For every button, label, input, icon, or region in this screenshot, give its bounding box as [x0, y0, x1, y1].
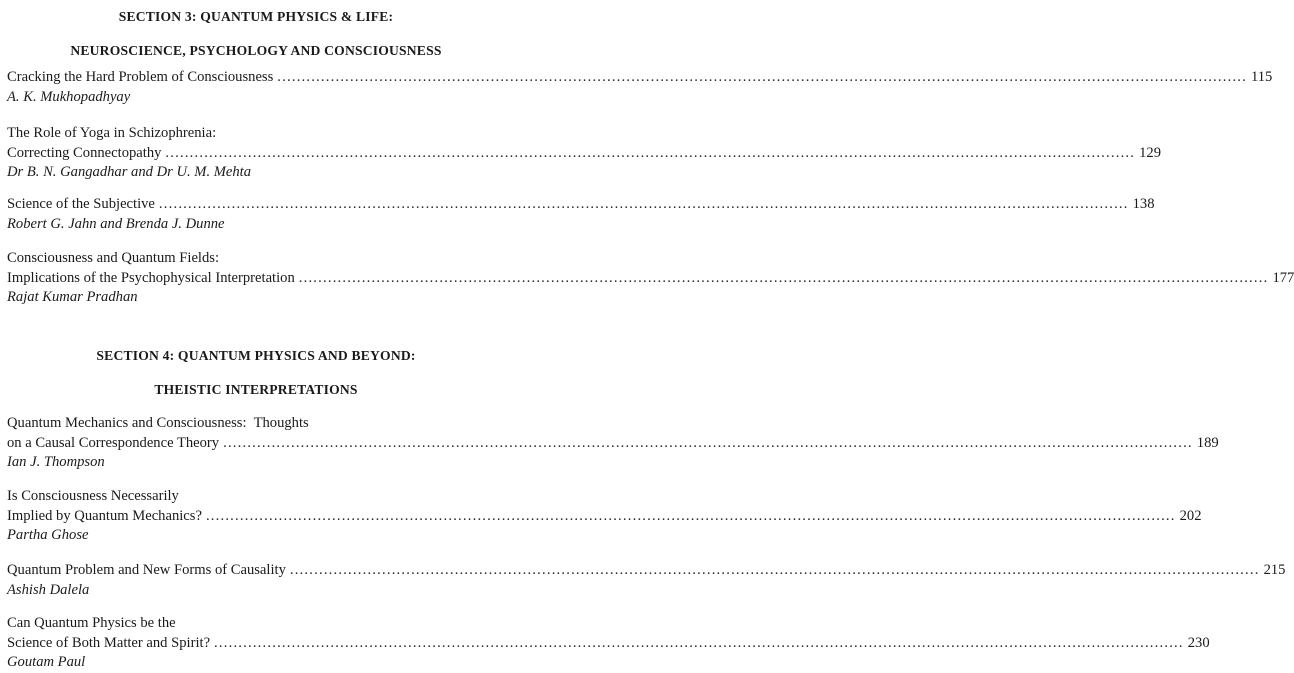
dot-leader: ........................................................................................................................................................................................................ — [289, 562, 1260, 578]
entry-title-line — [7, 68, 1273, 88]
entry-title-line — [7, 434, 1219, 454]
entry-title: Science of Both Matter and Spirit? — [7, 634, 211, 651]
entry-author: Dr B. N. Gangadhar and Dr U. M. Mehta — [7, 164, 252, 180]
section-3-title: SECTION 3: QUANTUM PHYSICS & LIFE: — [118, 9, 394, 24]
entry-title-line — [7, 414, 499, 434]
toc-entry[interactable] — [7, 195, 1155, 234]
entry-author: Robert G. Jahn and Brenda J. Dunne — [7, 215, 225, 232]
toc-entry[interactable] — [7, 561, 1286, 600]
entry-title: on a Causal Correspondence Theory — [7, 434, 220, 451]
entry-title-line — [7, 195, 1155, 215]
toc-entry[interactable] — [7, 614, 1210, 673]
entry-title-line — [7, 124, 499, 144]
entry-title: The Role of Yoga in Schizophrenia: — [7, 125, 217, 141]
page-number: 230 — [1187, 634, 1210, 651]
entry-author: Ashish Dalela — [7, 581, 90, 598]
entry-title-line — [7, 144, 1161, 164]
entry-title-line — [7, 249, 499, 269]
dot-leader: ........................................................................................................................................................................................................ — [158, 196, 1129, 212]
entry-title-line — [7, 487, 499, 507]
entry-author: A. K. Mukhopadhyay — [7, 88, 131, 105]
entry-title: Quantum Problem and New Forms of Causality — [7, 562, 286, 578]
toc-entry[interactable] — [7, 249, 1294, 308]
entry-title: Consciousness and Quantum Fields: — [7, 250, 220, 266]
entry-author: Goutam Paul — [7, 654, 86, 670]
entry-author: Partha Ghose — [7, 527, 89, 543]
entry-title: Is Consciousness Necessarily — [7, 488, 179, 504]
page-number: 138 — [1132, 196, 1155, 212]
section-4-heading — [0, 339, 512, 407]
entry-title: Implied by Quantum Mechanics? — [7, 507, 202, 524]
entry-title: Quantum Mechanics and Consciousness: Thoughts — [7, 415, 309, 431]
toc-entry[interactable] — [7, 68, 1273, 107]
page-number: 189 — [1196, 434, 1219, 451]
dot-leader: ........................................................................................................................................................................................................ — [205, 507, 1176, 524]
entry-title: Implications of the Psychophysical Interpretation — [7, 269, 295, 286]
entry-title: Correcting Connectopathy — [7, 144, 162, 161]
entry-title-line — [7, 507, 1202, 527]
page-number: 215 — [1263, 562, 1286, 578]
entry-title-line — [7, 634, 1210, 654]
toc-entry[interactable] — [7, 414, 1219, 473]
section-3-heading — [0, 0, 512, 68]
page-number: 177 — [1272, 269, 1294, 286]
entry-title-line — [7, 614, 499, 634]
entry-title: Cracking the Hard Problem of Consciousness — [7, 69, 274, 85]
toc-entry[interactable] — [7, 124, 1161, 183]
dot-leader: ........................................................................................................................................................................................................ — [165, 144, 1136, 161]
entry-author: Ian J. Thompson — [7, 454, 105, 470]
entry-title: Can Quantum Physics be the — [7, 615, 176, 631]
entry-author: Rajat Kumar Pradhan — [7, 289, 138, 305]
entry-title-line — [7, 561, 1286, 581]
entry-title-line — [7, 269, 1294, 289]
dot-leader: ........................................................................................................................................................................................................ — [214, 634, 1184, 651]
page-number: 202 — [1179, 507, 1202, 524]
dot-leader: ........................................................................................................................................................................................................ — [298, 269, 1269, 286]
entry-title: Science of the Subjective — [7, 196, 155, 212]
page-number: 129 — [1139, 144, 1161, 161]
section-4-title: SECTION 4: QUANTUM PHYSICS AND BEYOND: — [96, 348, 416, 363]
dot-leader: ........................................................................................................................................................................................................ — [277, 69, 1247, 85]
page-number: 115 — [1250, 69, 1273, 85]
toc-entry[interactable] — [7, 487, 1202, 546]
dot-leader: ........................................................................................................................................................................................................ — [223, 434, 1193, 451]
section-3-subtitle: NEUROSCIENCE, PSYCHOLOGY AND CONSCIOUSNESS — [70, 43, 442, 58]
section-4-subtitle: THEISTIC INTERPRETATIONS — [154, 382, 358, 397]
